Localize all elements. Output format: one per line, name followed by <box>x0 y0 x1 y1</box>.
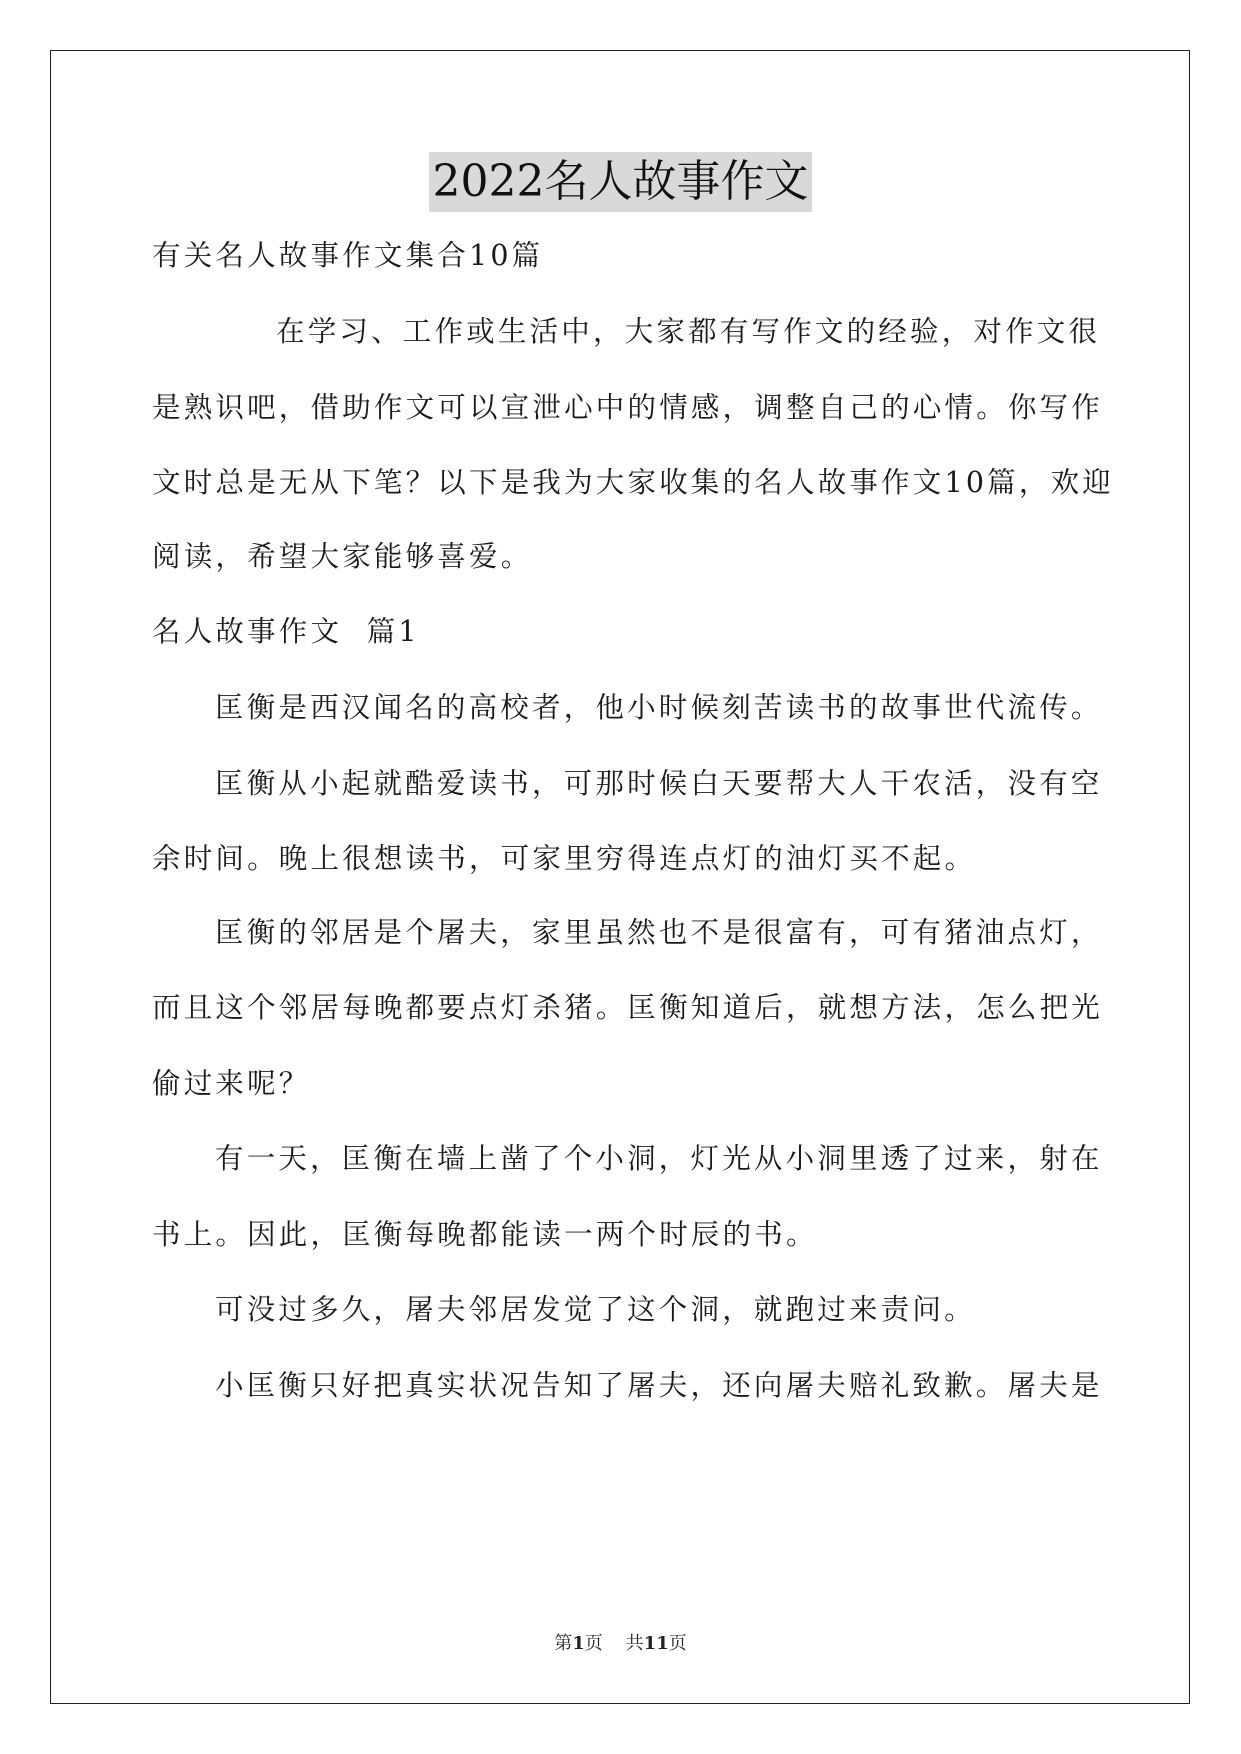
intro-line: 是熟识吧，借助作文可以宣泄心中的情感，调整自己的心情。你写作 <box>152 391 1104 424</box>
paragraph-line: 可没过多久，屠夫邻居发觉了这个洞，就跑过来责问。 <box>215 1293 976 1326</box>
footer-mid: 页 共 <box>584 1633 644 1654</box>
paragraph-line: 余时间。晚上很想读书，可家里穷得连点灯的油灯买不起。 <box>152 842 977 875</box>
paragraph-line: 匡衡的邻居是个屠夫，家里虽然也不是很富有，可有猪油点灯， <box>215 916 1103 949</box>
paragraph-line: 匡衡从小起就酷爱读书，可那时候白天要帮大人干农活，没有空 <box>215 767 1103 800</box>
paragraph-line: 而且这个邻居每晚都要点灯杀猪。匡衡知道后，就想方法，怎么把光 <box>152 991 1104 1024</box>
footer-total-pages: 11 <box>643 1633 669 1654</box>
intro-line: 文时总是无从下笔？以下是我为大家收集的名人故事作文10篇，欢迎 <box>152 466 1114 499</box>
intro-line: 在学习、工作或生活中，大家都有写作文的经验，对作文很 <box>276 315 1101 348</box>
footer-prefix: 第 <box>554 1633 573 1654</box>
section-heading: 名人故事作文 篇1 <box>152 615 420 648</box>
footer-current-page: 1 <box>572 1633 585 1654</box>
document-title: 2022名人故事作文 <box>429 152 813 212</box>
paragraph-line: 书上。因此，匡衡每晚都能读一两个时辰的书。 <box>152 1218 818 1251</box>
title-container <box>0 152 1241 212</box>
page-footer <box>0 1632 1241 1656</box>
footer-suffix: 页 <box>668 1633 687 1654</box>
document-subtitle: 有关名人故事作文集合10篇 <box>152 239 544 272</box>
paragraph-line: 偷过来呢？ <box>152 1067 311 1100</box>
paragraph-line: 有一天，匡衡在墙上凿了个小洞，灯光从小洞里透了过来，射在 <box>215 1142 1103 1175</box>
paragraph-line: 小匡衡只好把真实状况告知了屠夫，还向屠夫赔礼致歉。屠夫是 <box>215 1369 1103 1402</box>
intro-line: 阅读，希望大家能够喜爱。 <box>152 540 533 573</box>
paragraph-line: 匡衡是西汉闻名的高校者，他小时候刻苦读书的故事世代流传。 <box>215 691 1103 724</box>
